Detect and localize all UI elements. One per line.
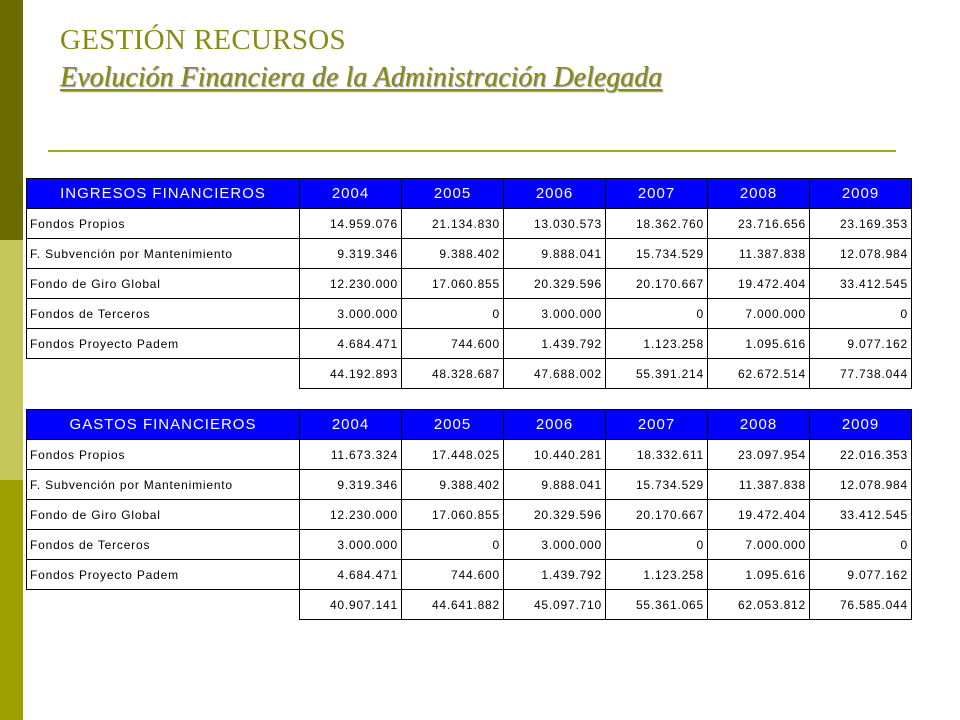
value-cell: 18.332.611: [606, 440, 708, 470]
value-cell: 0: [606, 530, 708, 560]
value-cell: 9.319.346: [300, 470, 402, 500]
value-cell: 14.959.076: [300, 209, 402, 239]
year-header: 2007: [606, 410, 708, 440]
value-cell: 0: [402, 299, 504, 329]
value-cell: 9.077.162: [810, 560, 912, 590]
value-cell: 21.134.830: [402, 209, 504, 239]
slide-subtitle: Evolución Financiera de la Administración Delegada: [60, 62, 663, 93]
value-cell: 1.095.616: [708, 560, 810, 590]
row-label: Fondos Proyecto Padem: [27, 329, 300, 359]
value-cell: 1.095.616: [708, 329, 810, 359]
row-label: Fondos de Terceros: [27, 530, 300, 560]
table-row: [27, 299, 912, 329]
total-cell: 48.328.687: [402, 359, 504, 389]
value-cell: 9.388.402: [402, 470, 504, 500]
total-cell: 44.192.893: [300, 359, 402, 389]
table-row: [27, 470, 912, 500]
value-cell: 3.000.000: [504, 299, 606, 329]
value-cell: 20.329.596: [504, 500, 606, 530]
value-cell: 20.170.667: [606, 500, 708, 530]
value-cell: 11.387.838: [708, 470, 810, 500]
total-cell: 62.053.812: [708, 590, 810, 620]
total-cell: 76.585.044: [810, 590, 912, 620]
value-cell: 4.684.471: [300, 560, 402, 590]
total-cell: 55.361.065: [606, 590, 708, 620]
gastos-table: [26, 409, 912, 620]
value-cell: 3.000.000: [504, 530, 606, 560]
value-cell: 9.319.346: [300, 239, 402, 269]
total-cell: 44.641.882: [402, 590, 504, 620]
ingresos-table: [26, 178, 912, 389]
value-cell: 33.412.545: [810, 500, 912, 530]
year-header: 2006: [504, 179, 606, 209]
table-row: [27, 530, 912, 560]
year-header: 2004: [300, 179, 402, 209]
value-cell: 22.016.353: [810, 440, 912, 470]
year-header: 2009: [810, 179, 912, 209]
row-label: Fondo de Giro Global: [27, 269, 300, 299]
title-divider: [48, 150, 896, 152]
value-cell: 20.170.667: [606, 269, 708, 299]
value-cell: 0: [402, 530, 504, 560]
row-label: Fondo de Giro Global: [27, 500, 300, 530]
table-row: [27, 209, 912, 239]
value-cell: 9.388.402: [402, 239, 504, 269]
value-cell: 9.077.162: [810, 329, 912, 359]
gastos-header-label: GASTOS FINANCIEROS: [27, 410, 300, 440]
value-cell: 744.600: [402, 560, 504, 590]
value-cell: 7.000.000: [708, 299, 810, 329]
sidebar-decoration: [0, 0, 23, 720]
value-cell: 20.329.596: [504, 269, 606, 299]
value-cell: 23.097.954: [708, 440, 810, 470]
row-label: Fondos Propios: [27, 209, 300, 239]
value-cell: 17.060.855: [402, 500, 504, 530]
gastos-header-row: [27, 410, 912, 440]
year-header: 2008: [708, 410, 810, 440]
year-header: 2006: [504, 410, 606, 440]
value-cell: 3.000.000: [300, 530, 402, 560]
value-cell: 33.412.545: [810, 269, 912, 299]
total-cell: 45.097.710: [504, 590, 606, 620]
value-cell: 0: [810, 530, 912, 560]
value-cell: 9.888.041: [504, 239, 606, 269]
value-cell: 9.888.041: [504, 470, 606, 500]
value-cell: 19.472.404: [708, 500, 810, 530]
row-label: F. Subvención por Mantenimiento: [27, 470, 300, 500]
value-cell: 12.078.984: [810, 470, 912, 500]
value-cell: 4.684.471: [300, 329, 402, 359]
sidebar-block-dark: [0, 0, 23, 240]
table-row: [27, 500, 912, 530]
row-label: F. Subvención por Mantenimiento: [27, 239, 300, 269]
table-row: [27, 329, 912, 359]
total-cell: 62.672.514: [708, 359, 810, 389]
year-header: 2007: [606, 179, 708, 209]
table-row: [27, 239, 912, 269]
total-cell: 55.391.214: [606, 359, 708, 389]
total-row-spacer: [27, 590, 300, 620]
row-label: Fondos Proyecto Padem: [27, 560, 300, 590]
value-cell: 18.362.760: [606, 209, 708, 239]
value-cell: 23.169.353: [810, 209, 912, 239]
value-cell: 13.030.573: [504, 209, 606, 239]
value-cell: 17.060.855: [402, 269, 504, 299]
row-label: Fondos Propios: [27, 440, 300, 470]
value-cell: 15.734.529: [606, 239, 708, 269]
value-cell: 19.472.404: [708, 269, 810, 299]
year-header: 2009: [810, 410, 912, 440]
value-cell: 15.734.529: [606, 470, 708, 500]
value-cell: 744.600: [402, 329, 504, 359]
ingresos-header-row: [27, 179, 912, 209]
value-cell: 11.673.324: [300, 440, 402, 470]
total-row: [27, 359, 912, 389]
row-label: Fondos de Terceros: [27, 299, 300, 329]
value-cell: 3.000.000: [300, 299, 402, 329]
value-cell: 11.387.838: [708, 239, 810, 269]
value-cell: 1.123.258: [606, 560, 708, 590]
value-cell: 1.123.258: [606, 329, 708, 359]
sidebar-block-light: [0, 240, 23, 480]
value-cell: 7.000.000: [708, 530, 810, 560]
value-cell: 0: [606, 299, 708, 329]
value-cell: 23.716.656: [708, 209, 810, 239]
value-cell: 10.440.281: [504, 440, 606, 470]
total-cell: 47.688.002: [504, 359, 606, 389]
value-cell: 12.078.984: [810, 239, 912, 269]
total-row: [27, 590, 912, 620]
total-cell: 40.907.141: [300, 590, 402, 620]
year-header: 2008: [708, 179, 810, 209]
value-cell: 17.448.025: [402, 440, 504, 470]
value-cell: 1.439.792: [504, 560, 606, 590]
table-row: [27, 269, 912, 299]
value-cell: 0: [810, 299, 912, 329]
table-row: [27, 560, 912, 590]
value-cell: 12.230.000: [300, 269, 402, 299]
value-cell: 1.439.792: [504, 329, 606, 359]
table-row: [27, 440, 912, 470]
total-row-spacer: [27, 359, 300, 389]
ingresos-header-label: INGRESOS FINANCIEROS: [27, 179, 300, 209]
slide-title: GESTIÓN RECURSOS: [60, 24, 346, 56]
year-header: 2004: [300, 410, 402, 440]
year-header: 2005: [402, 410, 504, 440]
year-header: 2005: [402, 179, 504, 209]
total-cell: 77.738.044: [810, 359, 912, 389]
value-cell: 12.230.000: [300, 500, 402, 530]
sidebar-block-mid: [0, 480, 23, 720]
